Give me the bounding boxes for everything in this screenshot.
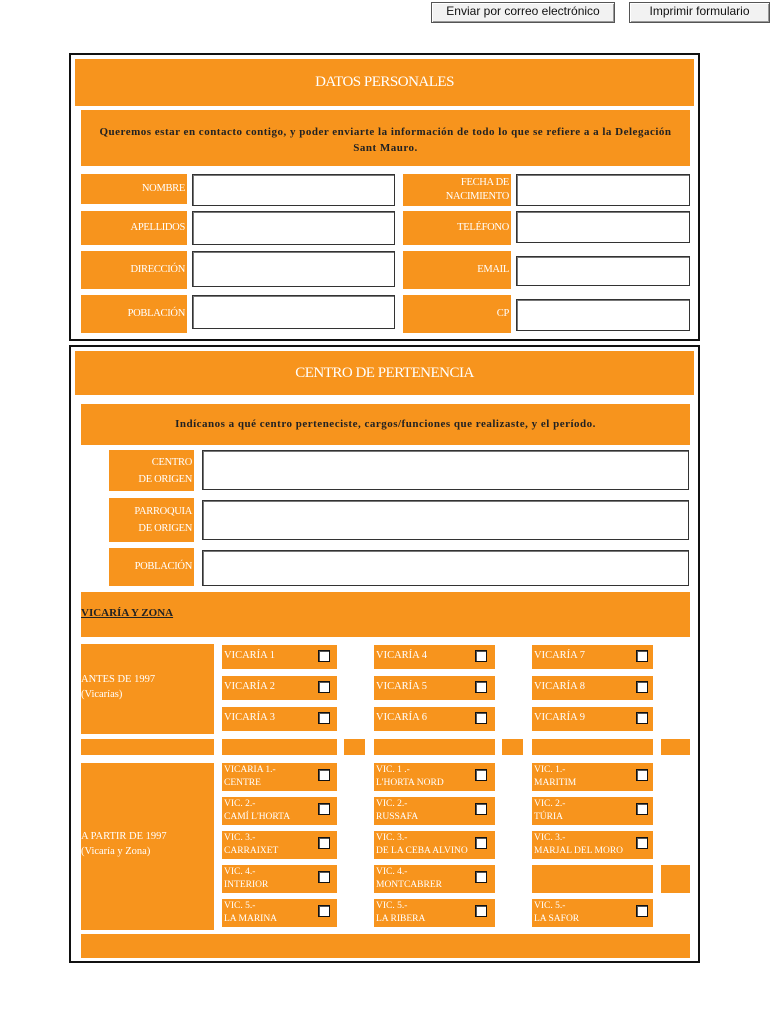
vicaria-option-label: VICARÍA 6	[376, 712, 428, 723]
poblacion-label: POBLACIÓN	[81, 295, 187, 333]
vicaria-option[interactable]	[222, 707, 337, 731]
empty-cell	[661, 865, 690, 893]
vicaria-checkbox[interactable]	[475, 681, 487, 693]
zona-option[interactable]	[532, 899, 653, 927]
fecha-nacimiento-field[interactable]	[516, 174, 690, 206]
spacer-cell	[222, 739, 337, 755]
vicaria-option-label: VICARÍA 3	[224, 712, 276, 723]
footer-bar	[81, 934, 690, 958]
parroquia-origen-line1: PARROQUIA	[134, 506, 192, 517]
zona-checkbox[interactable]	[475, 905, 487, 917]
centro-poblacion-field[interactable]	[202, 550, 689, 586]
cp-label: CP	[403, 295, 511, 333]
vicaria-zona-bar	[81, 592, 690, 637]
zona-option-line1: VIC. 3.-	[376, 833, 408, 843]
partir-1997-line1: A PARTIR DE 1997	[81, 831, 167, 842]
vicaria-checkbox[interactable]	[636, 712, 648, 724]
parroquia-origen-line2: DE ORIGEN	[138, 523, 192, 534]
telefono-field[interactable]	[516, 211, 690, 243]
vicaria-option[interactable]	[222, 645, 337, 669]
zona-checkbox[interactable]	[318, 803, 330, 815]
antes-1997-line1: ANTES DE 1997	[81, 674, 156, 685]
zona-option-label	[376, 798, 418, 824]
zona-checkbox[interactable]	[318, 871, 330, 883]
zona-option-line2: LA SAFOR	[534, 914, 580, 924]
zona-checkbox[interactable]	[475, 871, 487, 883]
zona-checkbox[interactable]	[475, 837, 487, 849]
zona-option-label	[224, 866, 268, 892]
zona-option-label	[534, 764, 576, 790]
vicaria-option[interactable]	[222, 676, 337, 700]
spacer-cell	[344, 739, 365, 755]
zona-option-line1: VIC. 3.-	[534, 833, 566, 843]
zona-option-label	[534, 900, 579, 926]
centro-section	[69, 345, 700, 963]
fecha-label-line1: FECHA DE	[460, 177, 509, 188]
centro-intro: Indícanos a qué centro perteneciste, cargos/funciones que realizaste, y el período.	[81, 404, 690, 445]
zona-checkbox[interactable]	[318, 905, 330, 917]
direccion-label: DIRECCIÓN	[81, 251, 187, 289]
zona-option-line1: VIC. 2.-	[224, 799, 256, 809]
zona-option-line1: VIC. 4.-	[224, 867, 256, 877]
fecha-nacimiento-label	[403, 174, 511, 206]
zona-option[interactable]	[532, 831, 653, 859]
vicaria-option[interactable]	[374, 707, 495, 731]
partir-1997-label	[81, 763, 214, 930]
zona-option[interactable]	[532, 763, 653, 791]
zona-option-line2: DE LA CEBA ALVINO	[376, 846, 468, 856]
vicaria-checkbox[interactable]	[636, 681, 648, 693]
centro-origen-field[interactable]	[202, 450, 689, 490]
zona-option-label	[224, 832, 278, 858]
zona-checkbox[interactable]	[318, 769, 330, 781]
zona-option-line2: CARRAIXET	[224, 846, 279, 856]
zona-option-line1: VIC. 4.-	[376, 867, 408, 877]
zona-checkbox[interactable]	[318, 837, 330, 849]
fecha-label-line2: NACIMIENTO	[445, 191, 509, 202]
zona-option-label	[376, 900, 425, 926]
vicaria-option[interactable]	[532, 707, 653, 731]
vicaria-checkbox[interactable]	[318, 650, 330, 662]
email-label: EMAIL	[403, 251, 511, 289]
zona-option-line1: VIC. 2.-	[376, 799, 408, 809]
zona-option-label	[534, 798, 565, 824]
vicaria-option[interactable]	[374, 676, 495, 700]
personal-data-section	[69, 53, 700, 341]
zona-option[interactable]	[222, 865, 337, 893]
zona-checkbox[interactable]	[636, 769, 648, 781]
apellidos-field[interactable]	[192, 211, 395, 245]
vicaria-option-label: VICARÍA 1	[224, 650, 276, 661]
vicaria-option-label: VICARÍA 5	[376, 681, 428, 692]
centro-origen-line1: CENTRO	[151, 457, 192, 468]
centro-poblacion-label: POBLACIÓN	[109, 548, 194, 586]
zona-checkbox[interactable]	[636, 837, 648, 849]
zona-option-label	[376, 832, 468, 858]
nombre-label: NOMBRE	[81, 174, 187, 204]
email-field[interactable]	[516, 256, 690, 286]
vicaria-checkbox[interactable]	[475, 712, 487, 724]
vicaria-option[interactable]	[532, 676, 653, 700]
spacer-cell	[532, 739, 653, 755]
zona-option-line1: VIC. 1.-	[534, 765, 566, 775]
zona-option-line2: LA MARINA	[224, 914, 278, 924]
vicaria-option[interactable]	[374, 645, 495, 669]
centro-origen-line2: DE ORIGEN	[138, 474, 192, 485]
vicaria-option-label: VICARÍA 2	[224, 681, 276, 692]
zona-option[interactable]	[374, 763, 495, 791]
zona-option-line1: VIC. 5.-	[376, 901, 408, 911]
antes-1997-label	[81, 644, 214, 734]
spacer-cell	[661, 739, 690, 755]
vicaria-checkbox[interactable]	[475, 650, 487, 662]
vicaria-checkbox[interactable]	[318, 712, 330, 724]
zona-option-line2: L'HORTA NORD	[376, 778, 444, 788]
zona-option-label	[224, 798, 290, 824]
zona-option-line2: MARITIM	[534, 778, 577, 788]
vicaria-checkbox[interactable]	[636, 650, 648, 662]
nombre-field[interactable]	[192, 174, 395, 206]
zona-option-label	[376, 866, 442, 892]
zona-option[interactable]	[374, 797, 495, 825]
cp-field[interactable]	[516, 299, 690, 331]
apellidos-label: APELLIDOS	[81, 211, 187, 245]
spacer-cell	[81, 739, 214, 755]
zona-option-label	[534, 832, 623, 858]
personal-data-intro: Queremos estar en contacto contigo, y poder enviarte la información de todo lo que se refiere a a la Delegación Sant Mauro.	[81, 110, 690, 166]
zona-option-line2: MONTCABRER	[376, 880, 442, 890]
zona-option-line1: VIC. 5.-	[534, 901, 566, 911]
zona-option-line1: VIC. 2.-	[534, 799, 566, 809]
zona-checkbox[interactable]	[475, 803, 487, 815]
vicaria-option-label: VICARÍA 8	[534, 681, 586, 692]
zona-option-line1: VIC. 1 .-	[376, 765, 410, 775]
zona-checkbox[interactable]	[636, 803, 648, 815]
vicaria-option[interactable]	[532, 645, 653, 669]
zona-option-line1: VICARIA 1.-	[224, 765, 276, 775]
zona-option-line2: LA RIBERA	[376, 914, 426, 924]
parroquia-origen-field[interactable]	[202, 500, 689, 540]
zona-option-line1: VIC. 5.-	[224, 901, 256, 911]
zona-option-label	[224, 764, 276, 790]
zona-checkbox[interactable]	[475, 769, 487, 781]
zona-option-label	[376, 764, 444, 790]
zona-option[interactable]	[374, 831, 495, 859]
zona-option-line2: CAMÍ L'HORTA	[224, 812, 291, 822]
zona-option[interactable]	[374, 865, 495, 893]
centro-origen-label	[109, 450, 194, 491]
zona-option[interactable]	[222, 831, 337, 859]
poblacion-field[interactable]	[192, 295, 395, 329]
vicaria-zona-title: VICARÍA Y ZONA	[81, 607, 174, 619]
zona-option[interactable]	[222, 763, 337, 791]
parroquia-origen-label	[109, 498, 194, 542]
partir-1997-line2: (Vicaría y Zona)	[81, 846, 151, 857]
zona-option[interactable]	[222, 899, 337, 927]
zona-option[interactable]	[222, 797, 337, 825]
telefono-label: TELÉFONO	[403, 211, 511, 245]
zona-option-line2: INTERIOR	[224, 880, 269, 890]
zona-option-line2: MARJAL DEL MORO	[534, 846, 624, 856]
print-button[interactable]: Imprimir formulario	[629, 2, 770, 23]
zona-option-line2: RUSSAFA	[376, 812, 419, 822]
vicaria-checkbox[interactable]	[318, 681, 330, 693]
zona-option[interactable]	[374, 899, 495, 927]
zona-option-label	[224, 900, 277, 926]
zona-option-line2: TÚRIA	[534, 812, 564, 822]
spacer-cell	[502, 739, 523, 755]
spacer-cell	[374, 739, 495, 755]
direccion-field[interactable]	[192, 251, 395, 287]
zona-checkbox[interactable]	[636, 905, 648, 917]
zona-option[interactable]	[532, 797, 653, 825]
vicaria-option-label: VICARÍA 4	[376, 650, 428, 661]
empty-cell	[532, 865, 653, 893]
personal-data-header: DATOS PERSONALES	[75, 59, 694, 106]
vicaria-option-label: VICARÍA 7	[534, 650, 586, 661]
vicaria-option-label: VICARÍA 9	[534, 712, 586, 723]
centro-header: CENTRO DE PERTENENCIA	[75, 351, 694, 395]
zona-option-line2: CENTRE	[224, 778, 261, 788]
zona-option-line1: VIC. 3.-	[224, 833, 256, 843]
antes-1997-line2: (Vicarías)	[81, 689, 123, 700]
email-button[interactable]: Enviar por correo electrónico	[431, 2, 615, 23]
